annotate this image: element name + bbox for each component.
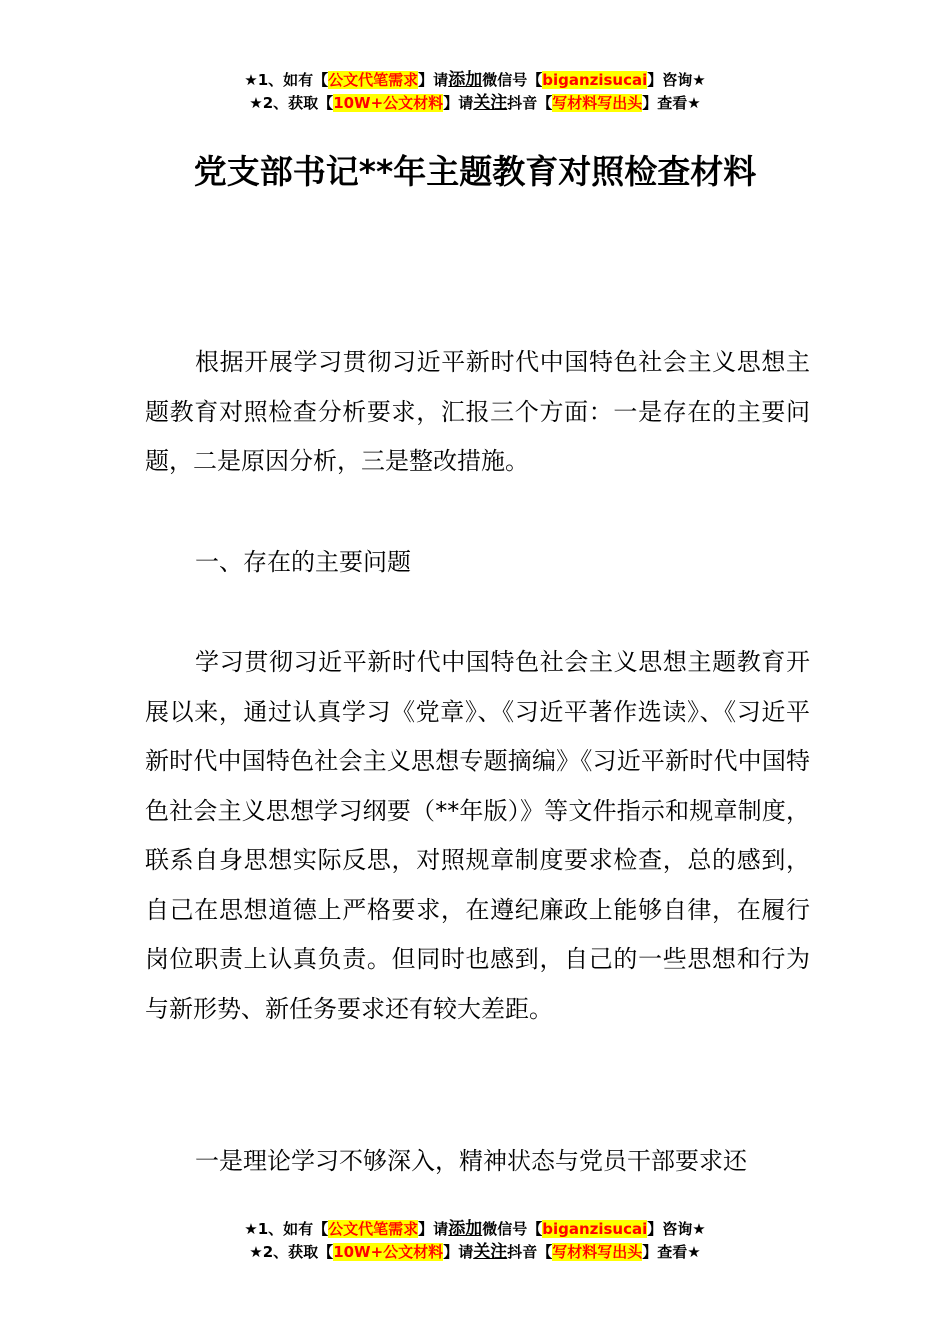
banner-emphasis: 关注 (473, 93, 508, 113)
banner-line-1 (0, 69, 950, 92)
banner-emphasis: 关注 (473, 1242, 508, 1262)
banner-text: 】咨询★ (647, 1220, 706, 1238)
banner-text: ★1、如有【 (244, 71, 329, 89)
banner-text: 】查看★ (642, 1243, 701, 1261)
banner-text: 】请 (418, 71, 449, 89)
banner-text: ★2、获取【 (249, 1243, 334, 1261)
paragraph-point-1: 一是理论学习不够深入，精神状态与党员干部要求还 (195, 1147, 747, 1175)
paragraph-intro: 根据开展学习贯彻习近平新时代中国特色社会主义思想主题教育对照检查分析要求，汇报三个方面：一是存在的主要问题，二是原因分析，三是整改措施。 (145, 348, 810, 475)
banner-text: 抖音【 (507, 1243, 553, 1261)
banner-highlight: 10W+公文材料 (333, 1243, 444, 1261)
banner-text: ★2、获取【 (249, 94, 334, 112)
banner-text: 】咨询★ (647, 71, 706, 89)
banner-highlight: 公文代笔需求 (328, 1220, 419, 1238)
banner-text: 】请 (418, 1220, 449, 1238)
paragraph-body: 学习贯彻习近平新时代中国特色社会主义思想主题教育开展以来，通过认真学习《党章》、《习近平著作选读》、《习近平新时代中国特色社会主义思想专题摘编》《习近平新时代中国特色社会主义思想学习纲要（**年版）》等文件指示和规章制度，联系自身思想实际反思，对照规章制度要求检查，总的感到，自己在思想道德上严格要求，在遵纪廉政上能够自律，在履行岗位职责上认真负责。但同时也感到，自己的一些思想和行为与新形势、新任务要求还有较大差距。 (145, 648, 810, 1023)
banner-wechat-id: biganzisucai (542, 1220, 648, 1238)
banner-text: 微信号【 (482, 1220, 543, 1238)
header-banner (0, 69, 950, 115)
banner-wechat-id: biganzisucai (542, 71, 648, 89)
banner-douyin-id: 写材料写出头 (552, 94, 643, 112)
banner-text: 】查看★ (642, 94, 701, 112)
banner-text: 抖音【 (507, 94, 553, 112)
banner-text: ★1、如有【 (244, 1220, 329, 1238)
banner-emphasis: 添加 (448, 1219, 483, 1239)
banner-emphasis: 添加 (448, 70, 483, 90)
banner-text: 微信号【 (482, 71, 543, 89)
banner-highlight: 公文代笔需求 (328, 71, 419, 89)
banner-text: 】请 (443, 94, 474, 112)
banner-line-1 (0, 1218, 950, 1241)
document-title: 党支部书记**年主题教育对照检查材料 (193, 152, 757, 191)
banner-highlight: 10W+公文材料 (333, 94, 444, 112)
banner-line-2 (0, 92, 950, 115)
banner-text: 】请 (443, 1243, 474, 1261)
banner-douyin-id: 写材料写出头 (552, 1243, 643, 1261)
footer-banner (0, 1218, 950, 1264)
section-heading: 一、存在的主要问题 (195, 548, 411, 576)
banner-line-2 (0, 1241, 950, 1264)
